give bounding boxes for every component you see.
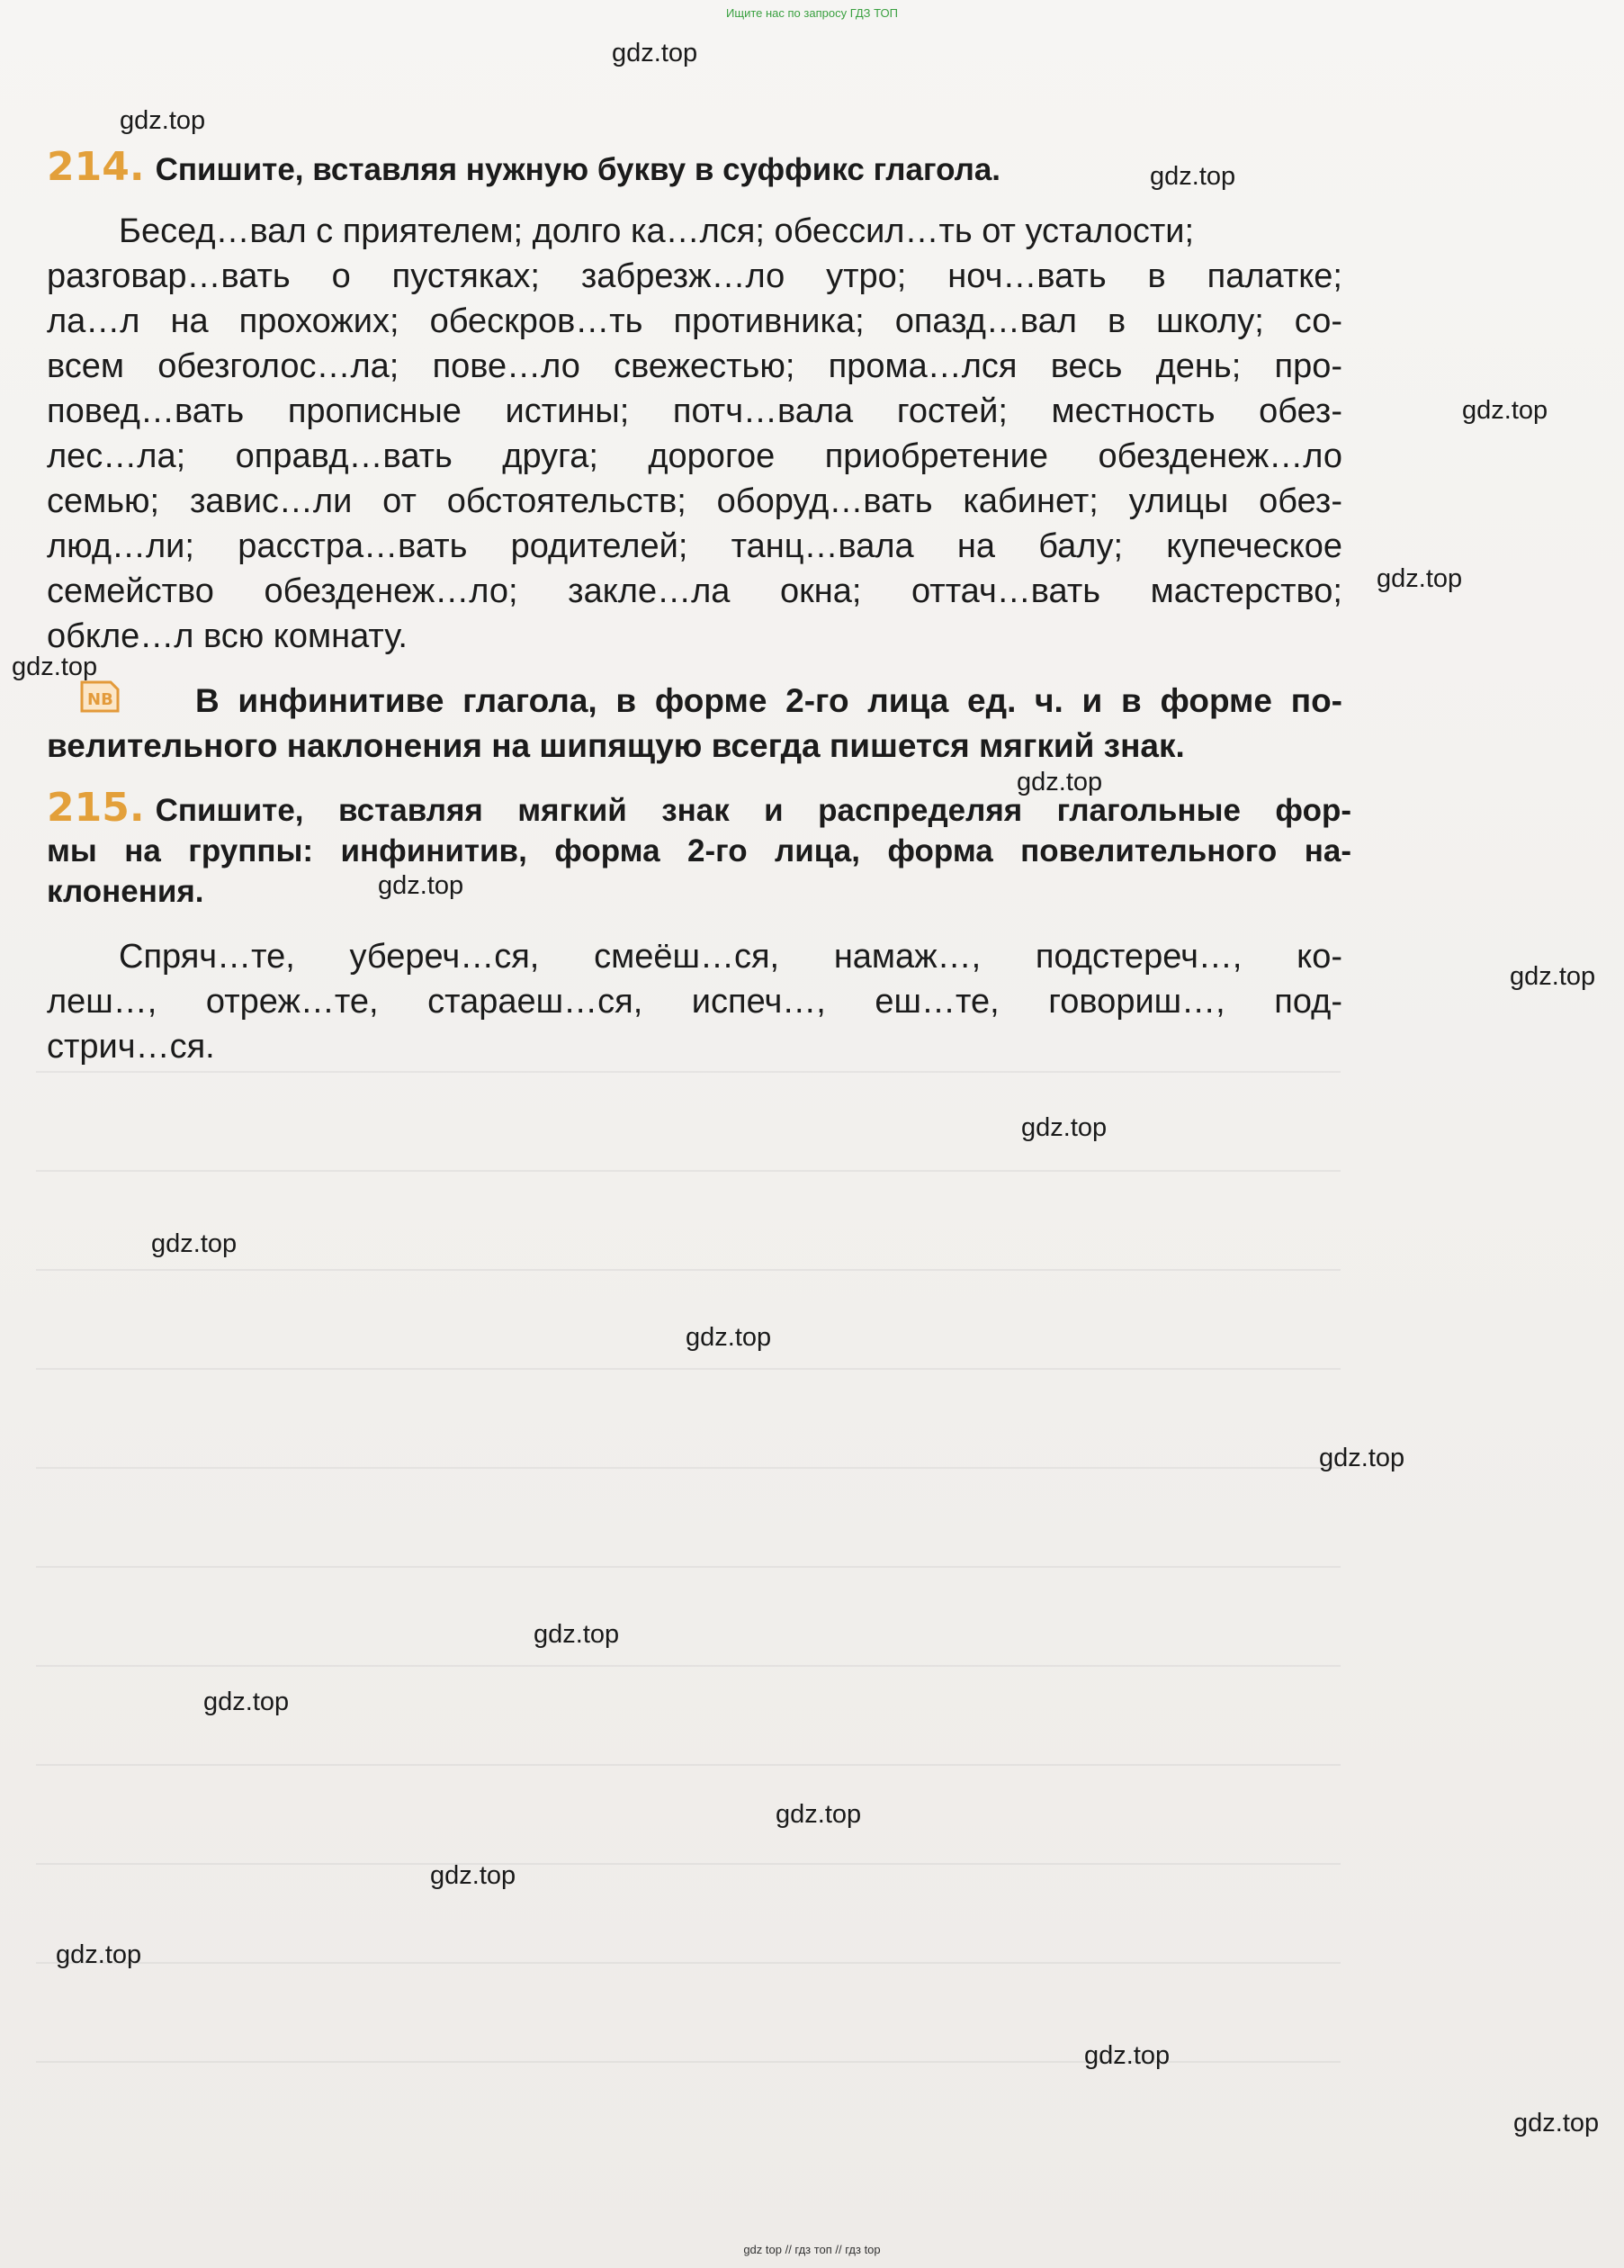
watermark: gdz.top (203, 1688, 290, 1716)
bottom-banner: gdz top // гдз топ // гдз top (743, 2243, 881, 2256)
watermark: gdz.top (1513, 2109, 1600, 2138)
bleed-through-line (36, 1764, 1341, 1766)
watermark: gdz.top (1084, 2041, 1171, 2070)
watermark: gdz.top (1462, 396, 1548, 425)
watermark: gdz.top (120, 106, 206, 135)
text-line: леш…, отреж…те, стараеш…ся, испеч…, еш…те, говориш…, под- (47, 983, 1342, 1021)
text-line: семейство обезденеж…ло; закле…ла окна; оттач…вать мастерство; (47, 572, 1342, 610)
watermark: gdz.top (56, 1940, 142, 1969)
watermark: gdz.top (686, 1323, 772, 1352)
bleed-through-line (36, 1170, 1341, 1172)
watermark: gdz.top (1017, 768, 1103, 796)
watermark: gdz.top (1021, 1113, 1108, 1142)
watermark: gdz.top (776, 1800, 862, 1829)
bleed-through-line (36, 1467, 1341, 1469)
watermark: gdz.top (12, 652, 98, 681)
exercise-215-title-line: мы на группы: инфинитив, форма 2-го лица, форма повелительного на- (47, 833, 1351, 868)
text-line: стрич…ся. (47, 1028, 215, 1066)
bleed-through-line (36, 1863, 1341, 1865)
exercise-214-text (47, 209, 1342, 659)
text-line: Бесед…вал с приятелем; долго ка…лся; обессил…ть от усталости; (119, 212, 1195, 250)
watermark: gdz.top (430, 1861, 516, 1890)
watermark: gdz.top (534, 1620, 620, 1649)
watermark: gdz.top (378, 871, 464, 900)
bleed-through-line (36, 1962, 1341, 1964)
text-line: разговар…вать о пустяках; забрезж…ло утро; ноч…вать в палатке; (47, 257, 1342, 295)
bleed-through-line (36, 1269, 1341, 1271)
watermark: gdz.top (1510, 962, 1596, 991)
text-line: ла…л на прохожих; обескров…ть противника; опазд…вал в школу; со- (47, 302, 1342, 340)
bleed-through-line (36, 1665, 1341, 1667)
bleed-through-line (36, 1368, 1341, 1370)
text-line: семью; завис…ли от обстоятельств; оборуд…вать кабинет; улицы обез- (47, 482, 1342, 520)
watermark: gdz.top (1150, 162, 1236, 191)
bleed-through-line (36, 1566, 1341, 1568)
text-line: люд…ли; расстра…вать родителей; танц…вала на балу; купеческое (47, 527, 1342, 565)
exercise-215-title-line: клонения. (47, 874, 204, 909)
exercise-214-title: Спишите, вставляя нужную букву в суффикс глагола. (155, 152, 1001, 187)
exercise-215-title-line: Спишите, вставляя мягкий знак и распределяя глагольные фор- (155, 793, 1351, 828)
exercise-215-number: 215. (47, 785, 145, 831)
watermark: gdz.top (1377, 564, 1463, 593)
text-line: Спряч…те, убереч…ся, смеёш…ся, намаж…, подстереч…, ко- (119, 938, 1342, 976)
nb-rule-text: В инфинитиве глагола, в форме 2-го лица ед. ч. и в форме по- велительного наклонения на шипящую всегда пишется мягкий знак. (47, 682, 1342, 764)
text-line: повед…вать прописные истины; потч…вала гостей; местность обез- (47, 392, 1342, 430)
text-line: всем обезголос…ла; пове…ло свежестью; прома…лся весь день; про- (47, 347, 1342, 385)
nb-rule (47, 679, 1342, 769)
bleed-through-line (36, 1071, 1341, 1073)
watermark: gdz.top (612, 39, 698, 68)
exercise-215-heading (47, 785, 1351, 912)
text-line: лес…ла; оправд…вать друга; дорогое приобретение обезденеж…ло (47, 437, 1342, 475)
top-banner: Ищите нас по запросу ГДЗ ТОП (726, 6, 898, 20)
watermark: gdz.top (151, 1229, 238, 1258)
text-line: обкле…л всю комнату. (47, 617, 408, 655)
watermark: gdz.top (1319, 1444, 1405, 1472)
nb-icon-label: NB (87, 690, 113, 709)
exercise-214-number: 214. (47, 144, 145, 190)
exercise-215-text (47, 934, 1342, 1069)
